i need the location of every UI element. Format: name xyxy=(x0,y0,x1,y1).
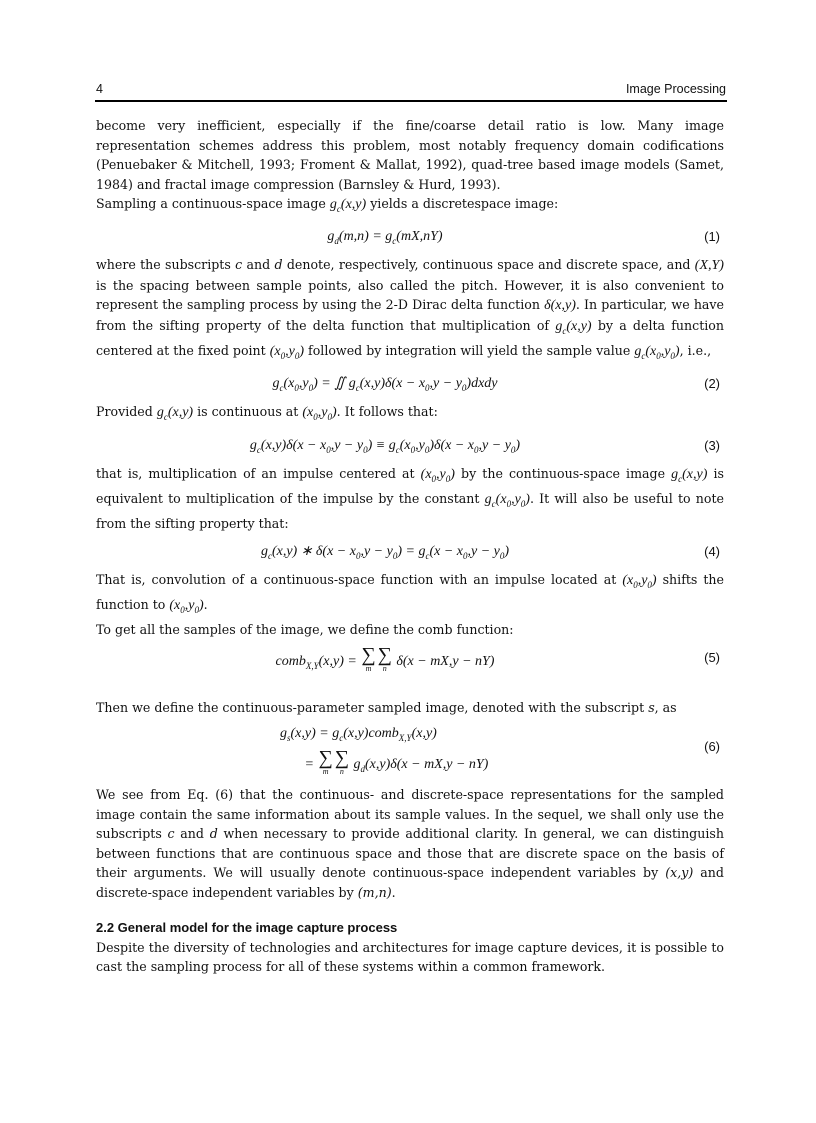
paragraph: To get all the samples of the image, we define the comb function: xyxy=(96,622,514,638)
equation-3: $g_c(x,y)\delta(x - x_0,y - y_0) \equiv g_c(x_0,y_0)\delta(x - x_0,y - y_0)$ (3) xyxy=(249,437,720,455)
paragraph: become very inefficient, especially if the fine/coarse detail ratio is low. Many image representation schemes address this problem, most notably frequency domain codifications (Penuebaker & Mitchell, 1993; Froment & Mallat, 1992), quad-tree based image models (Samet, 1984) and fractal image compression (Barnsley & Hurd, 1993). xyxy=(96,118,724,192)
equation-1: $g_d(m,n) = g_c(mX,nY)$ (1) xyxy=(327,229,720,247)
running-header xyxy=(95,80,727,102)
equation-number: (3) xyxy=(704,437,720,453)
equation-number: (5) xyxy=(704,649,720,665)
equation-number: (6) xyxy=(704,739,720,755)
equation-6: $g_s(x,y)$ = $g_c(x,y)comb_{X,Y}(x,y)$ = ∑ m ∑ n $g_d(x,y)\delta(x - mX,y - nY)$ (6) xyxy=(280,726,720,777)
section-heading: 2.2 General model for the image capture process xyxy=(96,920,398,936)
page-body xyxy=(96,116,724,977)
paragraph: where the subscripts c and d denote, respectively, continuous space and discrete space, and (X,Y) is the spacing between sample points, also called the pitch. However, it is also convenient to represent the sampling process by using the 2-D Dirac delta function δ(x,y). In particular, we have from the sifting property of the delta function that multiplication of $g_c(x,y)$ by a delta function centered at the fixed point $(x_0,y_0)$ followed by integration will yield the sample value $g_c(x_0,y_0)$, i.e., xyxy=(96,257,725,361)
equation-4: $g_c(x,y)$ ∗ $\delta(x - x_0,y - y_0) = g_c(x - x_0,y - y_0)$ (4) xyxy=(260,543,720,561)
equation-2: $g_c(x_0,y_0)$ = ∬ $g_c(x,y)\delta(x - x_0,y$ − $y_0)dxdy$ (2) xyxy=(272,376,720,394)
equation-number: (4) xyxy=(704,543,720,559)
equation-5: comb$_{X,Y}$(x,y) = ∑ m ∑ n δ(x − mX,y − nY) (5) xyxy=(275,643,720,673)
page-number: 4 xyxy=(96,82,103,96)
running-title: Image Processing xyxy=(625,82,726,96)
paragraph: We see from Eq. (6) that the continuous- and discrete-space representations for the sampled image contain the same information about its sample values. In the sequel, we shall only use the subscripts c and d when necessary to provide additional clarity. In general, we can distinguish between functions that are continuous space and those that are discrete space on the basis of their arguments. We will usually denote continuous-space independent variables by (x,y) and discrete-space independent variables by (m,n). xyxy=(96,787,724,900)
paragraph: That is, convolution of a continuous-space function with an impulse located at $(x_0,y_0)$ shifts the function to $(x_0,y_0)$. xyxy=(96,571,724,615)
paragraph: Then we define the continuous-parameter sampled image, denoted with the subscript s, as xyxy=(96,699,677,715)
equation-number: (1) xyxy=(704,229,720,245)
paragraph: Provided $g_c(x,y)$ is continuous at $(x_0,y_0)$. It follows that: xyxy=(96,404,438,423)
paragraph: that is, multiplication of an impulse centered at $(x_0,y_0)$ by the continuous-space image $g_c(x,y)$ is equivalent to multiplication of the impulse by the constant $g_c(x_0,y_0)$. It will also be useful to note from the sifting property that: xyxy=(96,465,724,532)
paragraph: Sampling a continuous-space image $g_c(x,y)$ yields a discretespace image: xyxy=(96,196,559,214)
paragraph: Despite the diversity of technologies and architectures for image capture devices, it is possible to cast the sampling process for all of these systems within a common framework. xyxy=(96,939,724,975)
equation-number: (2) xyxy=(704,376,720,392)
